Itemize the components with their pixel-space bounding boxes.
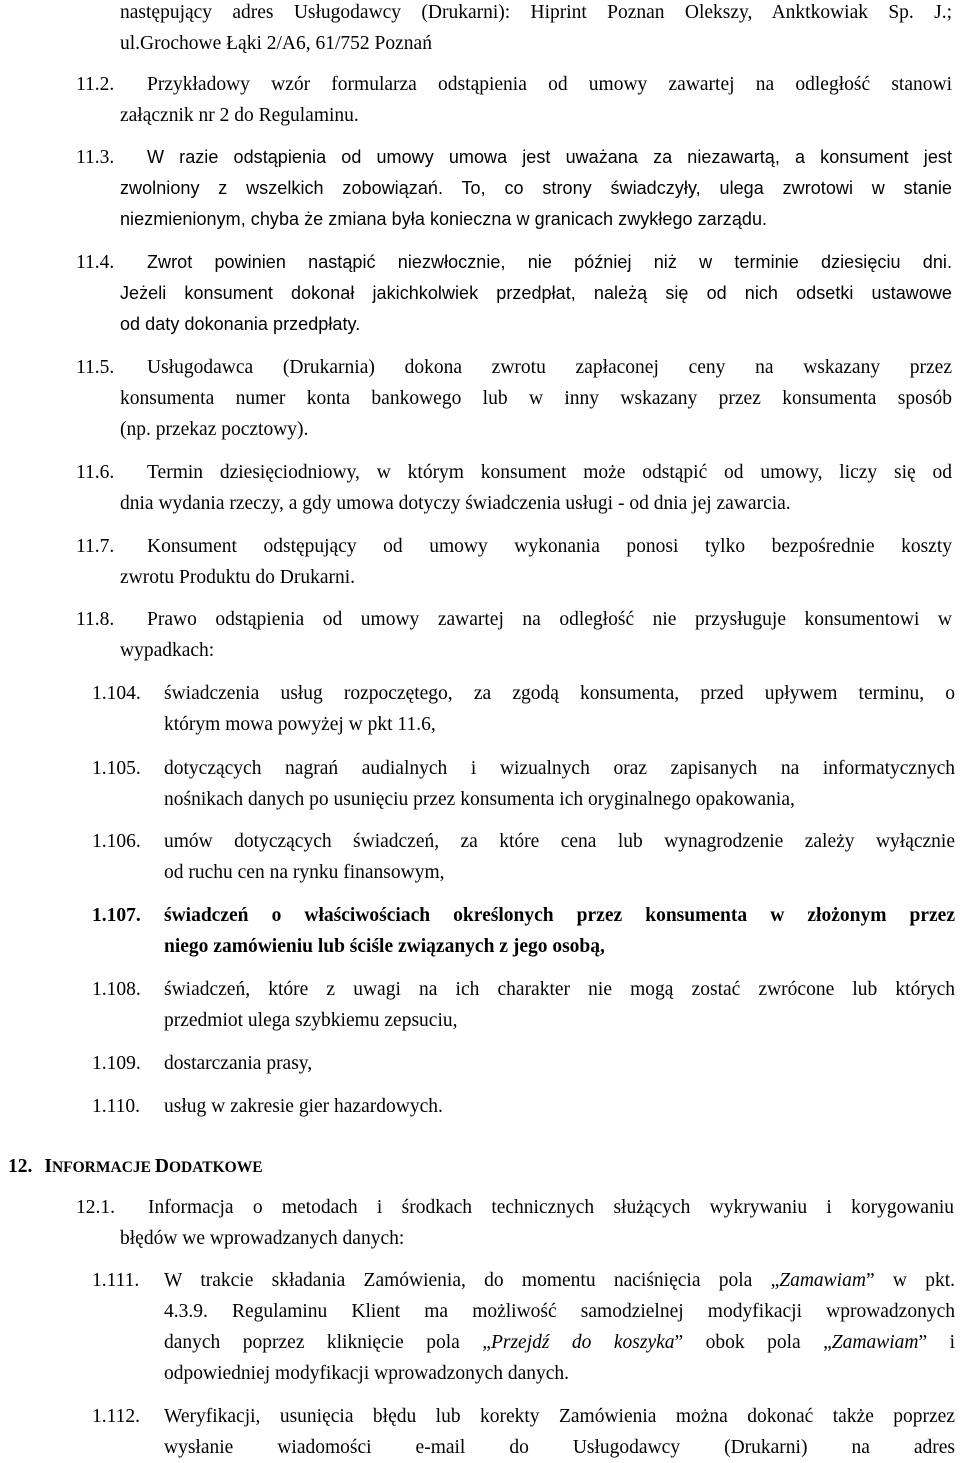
item-text — [120, 457, 952, 519]
text-line: 4.3.9. Regulaminu Klient ma możliwość samodzielnej modyfikacji wprowadzonych — [164, 1301, 955, 1322]
text-line: Prawo odstąpienia od umowy zawartej na odległość nie przysługuje konsumentowi w — [147, 609, 952, 630]
text-line: wypadkach: — [120, 640, 215, 661]
text-line: dotyczących nagrań audialnych i wizualnych oraz zapisanych na informatycznych — [164, 758, 955, 779]
subitem-number: 1.104. — [92, 683, 141, 704]
text-line: świadczeń o właściwościach określonych przez konsumenta w złożonym przez — [164, 905, 955, 926]
item-number: 11.2. — [76, 74, 115, 95]
item-number: 11.5. — [76, 357, 115, 378]
item-text — [120, 247, 952, 340]
text-run-italic: Zamawiam — [779, 1270, 866, 1291]
item-text — [120, 531, 952, 593]
text-line: od daty dokonania przedpłaty. — [120, 314, 361, 334]
subitem-text — [164, 678, 955, 740]
subitem-number: 1.111. — [92, 1270, 140, 1291]
subitem-text — [164, 900, 955, 962]
item-number: 11.4. — [76, 252, 115, 273]
top-paragraph — [120, 0, 952, 59]
text-line: załącznik nr 2 do Regulaminu. — [120, 105, 359, 126]
text-run: danych poprzez kliknięcie pola „ — [164, 1332, 491, 1353]
text-line: Przykładowy wzór formularza odstąpienia od umowy zawartej na odległość stanowi — [147, 74, 952, 95]
text-run: ” obok pola „ — [674, 1332, 832, 1353]
text-line: dnia wydania rzeczy, a gdy umowa dotyczy świadczenia usługi - od dnia jej zawarcia. — [120, 493, 791, 514]
text-line: ul.Grochowe Łąki 2/A6, 61/752 Poznań — [120, 33, 432, 54]
text-line: Usługodawca (Drukarnia) dokona zwrotu zapłaconej ceny na wskazany przez — [147, 357, 952, 378]
text-line: następujący adres Usługodawcy (Drukarni): Hiprint Poznan Olekszy, Anktkowiak Sp. J.; — [120, 2, 952, 23]
text-line: błędów we wprowadzanych danych: — [120, 1228, 405, 1249]
item-number: 11.6. — [76, 462, 115, 483]
text-line: usług w zakresie gier hazardowych. — [164, 1096, 443, 1117]
subitem-number: 1.105. — [92, 758, 141, 779]
subitem-number: 1.106. — [92, 831, 141, 852]
item-text — [120, 352, 952, 445]
text-line: Jeżeli konsument dokonał jakichkolwiek przedpłat, należą się od nich odsetki ustawowe — [120, 283, 952, 303]
subitem-text — [164, 1401, 955, 1463]
subitem-text — [164, 1091, 955, 1122]
text-line: świadczeń, które z uwagi na ich charakter nie mogą zostać zwrócone lub których — [164, 979, 955, 1000]
text-line: Zwrot powinien nastąpić niezwłocznie, nie później niż w terminie dziesięciu dni. — [147, 252, 952, 272]
text-line: niego zamówieniu lub ściśle związanych z jego osobą, — [164, 936, 605, 957]
subitem-number: 1.112. — [92, 1406, 141, 1427]
text-line: nośnikach danych po usunięciu przez konsumenta ich oryginalnego opakowania, — [164, 789, 795, 810]
item-text — [120, 69, 952, 131]
subitem-text — [164, 1265, 955, 1389]
heading-initial: I — [44, 1156, 52, 1177]
subitem-number: 1.109. — [92, 1053, 141, 1074]
text-line: zwrotu Produktu do Drukarni. — [120, 567, 356, 588]
text-run: W trakcie składania Zamówienia, do momentu naciśnięcia pola „ — [164, 1270, 780, 1291]
text-line: którym mowa powyżej w pkt 11.6, — [164, 714, 436, 735]
text-run-italic: Zamawiam — [831, 1332, 919, 1353]
text-run: ” w pkt. — [865, 1270, 956, 1291]
item-text — [120, 604, 952, 666]
text-line: Konsument odstępujący od umowy wykonania ponosi tylko bezpośrednie koszty — [147, 536, 952, 557]
heading-initial: D — [154, 1156, 169, 1177]
text-line: odpowiedniej modyfikacji wprowadzonych danych. — [164, 1363, 570, 1384]
subitem-number: 1.108. — [92, 979, 141, 1000]
text-line — [164, 1265, 955, 1296]
section-number: 12. — [8, 1156, 33, 1177]
text-run-italic: Przejdź do koszyka — [490, 1332, 675, 1353]
subitem-text — [164, 974, 955, 1036]
item-number: 11.8. — [76, 609, 115, 630]
text-line: Weryfikacji, usunięcia błędu lub korekty Zamówienia można dokonać także poprzez — [164, 1406, 955, 1427]
subitem-text — [164, 1048, 955, 1079]
text-line — [164, 1327, 955, 1358]
subitem-text — [164, 753, 955, 815]
text-line: dostarczania prasy, — [164, 1053, 313, 1074]
text-line: niezmienionym, chyba że zmiana była konieczna w granicach zwykłego zarządu. — [120, 209, 768, 229]
subitem-number: 1.110. — [92, 1096, 141, 1117]
text-run: ” i — [918, 1332, 955, 1353]
text-line: Termin dziesięciodniowy, w którym konsument może odstąpić od umowy, liczy się od — [147, 462, 952, 483]
item-number: 12.1. — [76, 1197, 115, 1218]
text-line: W razie odstąpienia od umowy umowa jest uważana za niezawartą, a konsument jest — [147, 147, 952, 167]
subitem-number: 1.107. — [92, 905, 141, 926]
text-line: przedmiot ulega szybkiemu zepsuciu, — [164, 1010, 458, 1031]
item-text — [120, 1192, 954, 1254]
text-line: umów dotyczących świadczeń, za które cena lub wynagrodzenie zależy wyłącznie — [164, 831, 955, 852]
text-line: Informacja o metodach i środkach technicznych służących wykrywaniu i korygowaniu — [148, 1197, 954, 1218]
item-number: 11.7. — [76, 536, 115, 557]
text-line: od ruchu cen na rynku finansowym, — [164, 862, 445, 883]
heading-text: ODATKOWE — [168, 1159, 263, 1176]
subitem-text — [164, 826, 955, 888]
section-heading — [8, 1151, 263, 1183]
text-line: konsumenta numer konta bankowego lub w inny wskazany przez konsumenta sposób — [120, 388, 952, 409]
text-line: (np. przekaz pocztowy). — [120, 419, 309, 440]
text-line: zwolniony z wszelkich zobowiązań. To, co strony świadczyły, ulega zwrotowi w stanie — [120, 178, 952, 198]
heading-text: NFORMACJE — [51, 1159, 155, 1176]
text-line: wysłanie wiadomości e-mail do Usługodawcy (Drukarni) na adres — [164, 1437, 955, 1458]
item-text — [120, 142, 952, 235]
item-number: 11.3. — [76, 147, 115, 168]
text-line: świadczenia usług rozpoczętego, za zgodą konsumenta, przed upływem terminu, o — [164, 683, 955, 704]
